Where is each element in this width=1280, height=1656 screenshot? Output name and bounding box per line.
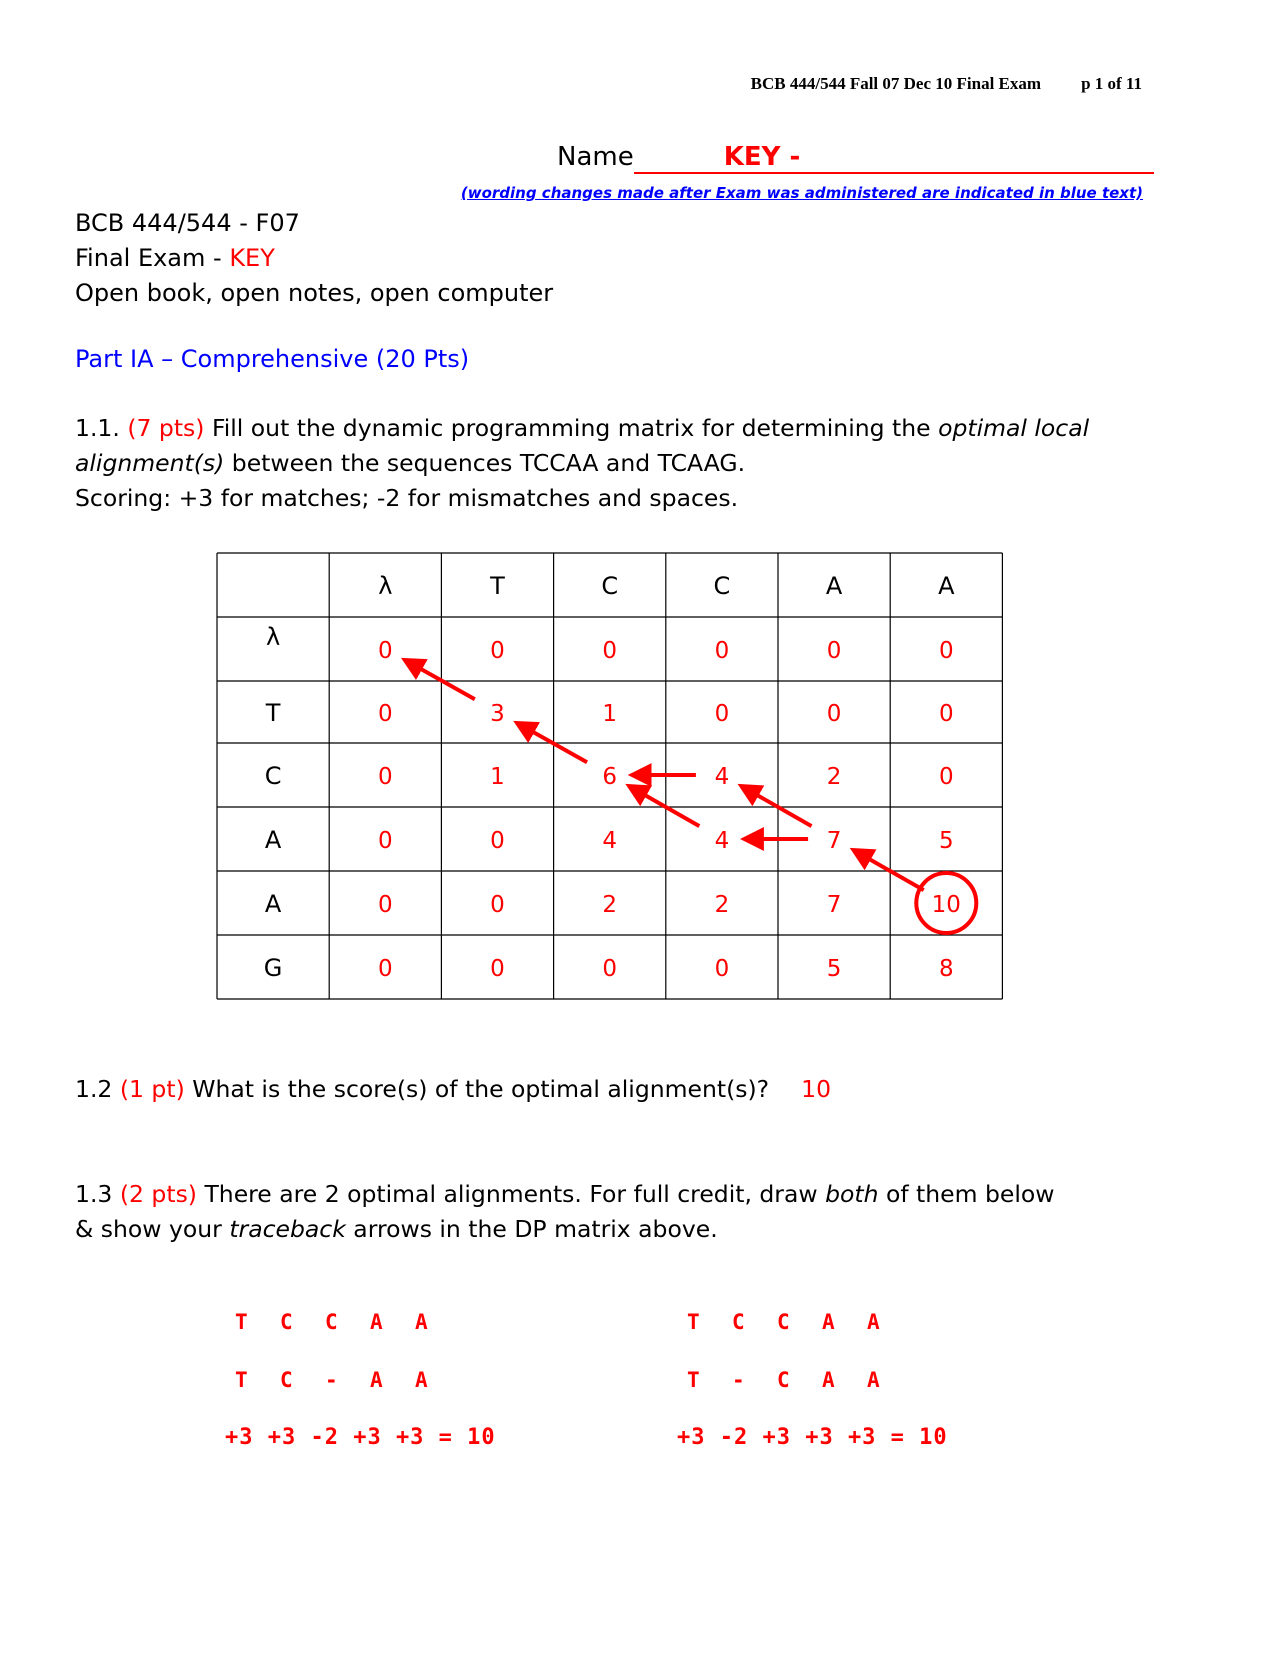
matrix-cell-value: 0 — [377, 892, 393, 918]
alignment-bottom-char: C — [777, 1368, 791, 1392]
q1-2-answer: 10 — [801, 1075, 832, 1103]
col-header: T — [490, 572, 505, 600]
exam-key: KEY — [229, 244, 275, 272]
matrix-cell-value: 0 — [714, 956, 730, 982]
header-page-number: p 1 of 11 — [1081, 74, 1142, 93]
matrix-cell-value: 0 — [602, 638, 618, 664]
matrix-cell-value: 10 — [931, 892, 961, 918]
alignment-top-char: A — [867, 1310, 881, 1334]
alignment-bottom-char: A — [370, 1368, 384, 1392]
q1-2-points: (1 pt) — [119, 1075, 185, 1103]
row-header: λ — [265, 623, 281, 651]
alignment-bottom-char: - — [732, 1368, 746, 1392]
alignment-top-char: C — [777, 1310, 791, 1334]
alignment-top-char: A — [822, 1310, 836, 1334]
matrix-cell-value: 0 — [377, 638, 393, 664]
matrix-cell-value: 8 — [938, 956, 954, 982]
matrix-cell-value: 4 — [714, 764, 730, 790]
course-title: BCB 444/544 - F07 — [75, 209, 300, 237]
question-1-3: 1.3 (2 pts) There are 2 optimal alignments. For full credit, draw both of them below & show your traceback arrows in the DP matrix above. — [75, 1180, 1055, 1243]
alignment-bottom-char: - — [325, 1368, 339, 1392]
alignment-score-line: +3 +3 -2 +3 +3 = 10 — [225, 1425, 496, 1450]
row-header: A — [264, 826, 282, 854]
matrix-cell-value: 0 — [714, 701, 730, 727]
scoring-note: Scoring: +3 for matches; -2 for mismatches and spaces. — [75, 484, 739, 512]
alignment-top-char: A — [370, 1310, 384, 1334]
matrix-cell-value: 5 — [826, 956, 842, 982]
alignment-bottom-char: T — [235, 1368, 249, 1392]
matrix-cell-value: 0 — [938, 764, 954, 790]
matrix-cell-value: 0 — [377, 764, 393, 790]
col-header: C — [713, 572, 731, 600]
matrix-cell-value: 3 — [490, 701, 505, 727]
question-1-2: 1.2 (1 pt) What is the score(s) of the optimal alignment(s)? 10 — [75, 1075, 832, 1103]
col-header: λ — [378, 572, 393, 600]
name-label: Name — [557, 142, 634, 172]
matrix-cell-value: 0 — [826, 701, 842, 727]
matrix-cell-value: 1 — [490, 764, 505, 790]
matrix-cell-value: 0 — [938, 638, 954, 664]
alignment-top-char: T — [687, 1310, 701, 1334]
alignment-top-char: C — [325, 1310, 339, 1334]
alignment-top-char: T — [235, 1310, 249, 1334]
col-header: C — [601, 572, 619, 600]
matrix-cell-value: 0 — [490, 638, 505, 664]
matrix-cell-value: 4 — [714, 828, 730, 854]
matrix-cell-value: 0 — [602, 956, 618, 982]
matrix-cell-value: 6 — [602, 764, 618, 790]
alignment-bottom-char: A — [822, 1368, 836, 1392]
matrix-cell-value: 0 — [490, 892, 505, 918]
part-heading: Part IA – Comprehensive (20 Pts) — [75, 345, 470, 373]
wording-note: (wording changes made after Exam was administered are indicated in blue text) — [460, 184, 1143, 202]
matrix-cell-value: 5 — [938, 828, 954, 854]
q1-1-emphasis: optimal local alignment(s) — [75, 414, 1090, 477]
alignment-bottom-char: A — [415, 1368, 429, 1392]
row-header: C — [264, 762, 282, 790]
exam-title: Final Exam - KEY — [75, 244, 275, 272]
matrix-cell-value: 2 — [826, 764, 842, 790]
alignment-top-char: C — [280, 1310, 294, 1334]
matrix-cell-value: 7 — [826, 892, 842, 918]
matrix-cell-value: 2 — [714, 892, 730, 918]
col-header: A — [938, 572, 955, 600]
q1-1-points: (7 pts) — [127, 414, 205, 442]
matrix-cell-value: 0 — [377, 701, 393, 727]
q1-3-points: (2 pts) — [119, 1180, 197, 1208]
open-note: Open book, open notes, open computer — [75, 279, 554, 307]
matrix-cell-value: 0 — [714, 638, 730, 664]
alignment-bottom-char: T — [687, 1368, 701, 1392]
name-value: KEY - — [634, 142, 1154, 174]
alignment-top-char: C — [732, 1310, 746, 1334]
matrix-cell-value: 1 — [602, 701, 618, 727]
alignment-top-char: A — [415, 1310, 429, 1334]
question-1-1: 1.1. (7 pts) Fill out the dynamic programming matrix for determining the optimal local alignment(s) between the sequences TCCAA and TCAAG. — [75, 414, 1090, 477]
col-header: A — [825, 572, 843, 600]
matrix-cell-value: 0 — [377, 956, 393, 982]
matrix-cell-value: 7 — [826, 828, 842, 854]
matrix-cell-value: 4 — [602, 828, 618, 854]
header-course-date: BCB 444/544 Fall 07 Dec 10 Final Exam — [750, 74, 1042, 93]
matrix-cell-value: 0 — [490, 828, 505, 854]
matrix-cell-value: 0 — [490, 956, 505, 982]
row-header: G — [263, 954, 283, 982]
alignment-bottom-char: A — [867, 1368, 881, 1392]
row-header: T — [265, 699, 281, 727]
alignment-bottom-char: C — [280, 1368, 294, 1392]
matrix-cell-value: 0 — [938, 701, 954, 727]
matrix-cell-value: 0 — [826, 638, 842, 664]
row-header: A — [264, 890, 282, 918]
matrix-cell-value: 2 — [602, 892, 618, 918]
matrix-cell-value: 0 — [377, 828, 393, 854]
alignment-score-line: +3 -2 +3 +3 +3 = 10 — [677, 1425, 948, 1450]
